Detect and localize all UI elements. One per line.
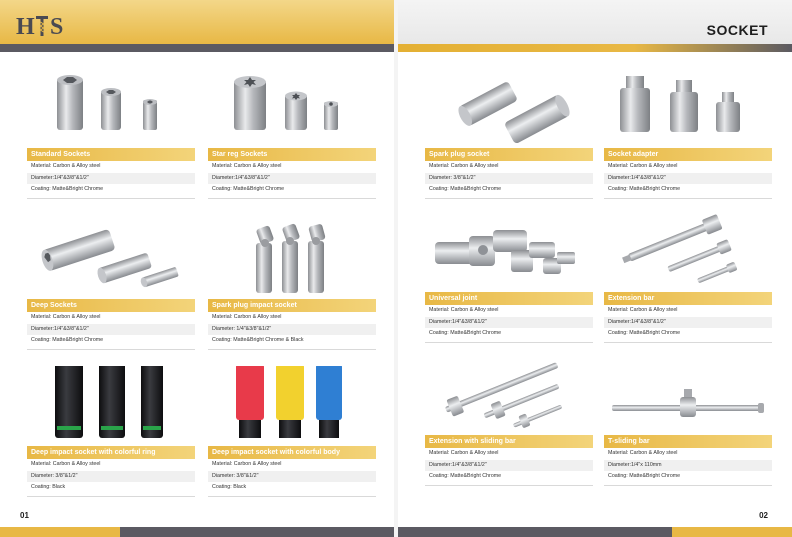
product-title: Standard Sockets: [27, 148, 195, 161]
catalog-page-right: [398, 0, 792, 537]
spark-plug-socket-image: [425, 68, 593, 148]
product-coating: Coating: Matte&Bright Chrome: [608, 473, 681, 479]
product-title: T-sliding bar: [604, 435, 772, 448]
product-image: [604, 355, 772, 435]
product-card: [27, 68, 195, 199]
card-divider: [604, 342, 772, 343]
product-coating: Coating: Matte&Bright Chrome: [31, 186, 104, 192]
product-material: Material: Carbon & Alloy steel: [608, 163, 678, 169]
product-card: [208, 219, 376, 350]
deep-sockets-image: [27, 219, 195, 299]
product-diameter: Diameter:1/4"&3/8"&1/2": [604, 317, 772, 329]
product-coating: Coating: Matte&Bright Chrome: [429, 186, 502, 192]
t-sliding-bar-image: [604, 355, 772, 435]
product-title: Star reg Sockets: [208, 148, 376, 161]
product-material: Material: Carbon & Alloy steel: [429, 307, 499, 313]
product-image: [604, 68, 772, 148]
card-divider: [27, 349, 195, 350]
product-material: Material: Carbon & Alloy steel: [31, 163, 101, 169]
deep-impact-socket-ring-image: [27, 366, 195, 446]
product-coating: Coating: Matte&Bright Chrome: [212, 186, 285, 192]
universal-joint-image: [425, 212, 593, 292]
catalog-page-left: [0, 0, 394, 537]
product-coating: Coating: Black: [212, 484, 247, 490]
product-diameter: Diameter: 3/8"&1/2": [425, 173, 593, 185]
product-coating: Coating: Black: [31, 484, 66, 490]
page-number: 01: [20, 511, 29, 520]
header-underline: [398, 44, 792, 52]
product-diameter: Diameter:1/4"&3/8"&1/2": [604, 173, 772, 185]
product-diameter: Diameter:1/4"x 110mm: [604, 460, 772, 472]
product-coating: Coating: Matte&Bright Chrome: [608, 186, 681, 192]
product-image: [425, 212, 593, 292]
product-card: [604, 212, 772, 343]
socket-adapter-image: [604, 68, 772, 148]
product-material: Material: Carbon & Alloy steel: [608, 307, 678, 313]
product-card: [604, 355, 772, 486]
product-diameter: Diameter: 3/8"&1/2": [208, 471, 376, 483]
product-image: [27, 219, 195, 299]
section-title: SOCKET: [706, 22, 768, 38]
card-divider: [27, 496, 195, 497]
product-image: [208, 366, 376, 446]
product-diameter: Diameter:1/4"&3/8"&1/2": [27, 173, 195, 185]
card-divider: [425, 485, 593, 486]
product-title: Extension bar: [604, 292, 772, 305]
extension-sliding-bar-image: [425, 355, 593, 435]
card-divider: [604, 485, 772, 486]
product-image: [208, 68, 376, 148]
svg-text:S: S: [50, 14, 64, 40]
footer-band: [398, 527, 792, 537]
product-card: [425, 212, 593, 343]
card-divider: [425, 198, 593, 199]
product-material: Material: Carbon & Alloy steel: [31, 461, 101, 467]
product-title: Deep impact socket with colorful body: [208, 446, 376, 459]
product-image: [425, 68, 593, 148]
product-card: [27, 366, 195, 497]
header-underline: [0, 44, 394, 52]
product-title: Deep impact socket with colorful ring: [27, 446, 195, 459]
product-card: [425, 355, 593, 486]
product-diameter: Diameter:1/4"&3/8"&1/2": [425, 460, 593, 472]
product-card: [208, 68, 376, 199]
product-title: Socket adapter: [604, 148, 772, 161]
product-coating: Coating: Matte&Bright Chrome: [608, 330, 681, 336]
product-material: Material: Carbon & Alloy steel: [429, 450, 499, 456]
card-divider: [27, 198, 195, 199]
product-image: [425, 355, 593, 435]
product-material: Material: Carbon & Alloy steel: [31, 314, 101, 320]
product-coating: Coating: Matte&Bright Chrome: [31, 337, 104, 343]
spark-plug-impact-socket-image: [208, 219, 376, 299]
card-divider: [208, 198, 376, 199]
extension-bar-image: [604, 212, 772, 292]
star-sockets-image: [208, 68, 376, 148]
product-image: [604, 212, 772, 292]
product-image: [208, 219, 376, 299]
card-divider: [425, 342, 593, 343]
product-material: Material: Carbon & Alloy steel: [212, 314, 282, 320]
product-diameter: Diameter:1/4"&3/8"&1/2": [27, 324, 195, 336]
footer-band: [0, 527, 394, 537]
product-material: Material: Carbon & Alloy steel: [608, 450, 678, 456]
product-diameter: Diameter:1/4"&3/8"&1/2": [425, 317, 593, 329]
product-image: [27, 68, 195, 148]
product-card: [604, 68, 772, 199]
product-material: Material: Carbon & Alloy steel: [212, 163, 282, 169]
product-coating: Coating: Matte&Bright Chrome: [429, 473, 502, 479]
card-divider: [208, 496, 376, 497]
standard-sockets-image: [27, 68, 195, 148]
product-diameter: Diameter:1/4"&3/8"&1/2": [208, 173, 376, 185]
product-material: Material: Carbon & Alloy steel: [429, 163, 499, 169]
product-title: Universal joint: [425, 292, 593, 305]
card-divider: [208, 349, 376, 350]
deep-impact-socket-body-image: [208, 366, 376, 446]
product-title: Spark plug socket: [425, 148, 593, 161]
product-diameter: Diameter: 1/4"&3/8"&1/2": [208, 324, 376, 336]
product-image: [27, 366, 195, 446]
svg-text:H: H: [16, 14, 35, 40]
product-material: Material: Carbon & Alloy steel: [212, 461, 282, 467]
product-diameter: Diameter: 3/8"&1/2": [27, 471, 195, 483]
product-coating: Coating: Matte&Bright Chrome: [429, 330, 502, 336]
product-card: [208, 366, 376, 497]
product-title: Deep Sockets: [27, 299, 195, 312]
card-divider: [604, 198, 772, 199]
page-number: 02: [759, 511, 768, 520]
product-coating: Coating: Matte&Bright Chrome & Black: [212, 337, 304, 343]
product-title: Extension with sliding bar: [425, 435, 593, 448]
product-card: [425, 68, 593, 199]
product-card: [27, 219, 195, 350]
product-title: Spark plug impact socket: [208, 299, 376, 312]
hts-logo: [14, 8, 70, 42]
